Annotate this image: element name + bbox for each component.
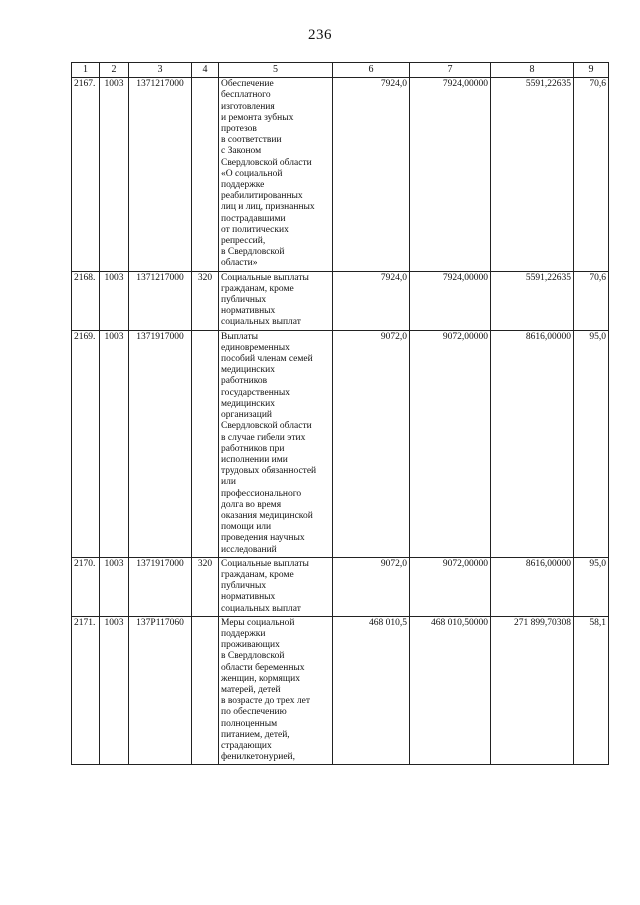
target-code: 1371217000 bbox=[129, 78, 192, 271]
approved-amount: 7924,0 bbox=[333, 271, 410, 330]
column-header: 8 bbox=[491, 63, 574, 78]
item-name: Меры социальной поддержки проживающих в Свердловской области беременных женщин, кормящих матерей, детей в возрасте до трех лет по обеспечению полноценным питанием, детей, страдающих фенилкетонурией, bbox=[219, 616, 333, 765]
row-number: 2167. bbox=[72, 78, 100, 271]
item-name: Социальные выплаты гражданам, кроме публичных нормативных социальных выплат bbox=[219, 271, 333, 330]
execution-percent: 70,6 bbox=[574, 271, 609, 330]
target-code: 1371217000 bbox=[129, 271, 192, 330]
expense-type-code: 320 bbox=[192, 271, 219, 330]
column-header: 7 bbox=[410, 63, 491, 78]
executed-amount: 8616,00000 bbox=[491, 557, 574, 616]
table-row bbox=[72, 616, 609, 765]
refined-amount: 7924,00000 bbox=[410, 78, 491, 271]
section-code: 1003 bbox=[100, 616, 129, 765]
refined-amount: 9072,00000 bbox=[410, 557, 491, 616]
budget-table bbox=[71, 62, 609, 765]
table-row bbox=[72, 330, 609, 557]
section-code: 1003 bbox=[100, 557, 129, 616]
item-name: Выплаты единовременных пособий членам семей медицинских работников государственных медицинских организаций Свердловской области в случае гибели этих работников при исполнении ими трудовых обязанностей или профессионального долга во время оказания медицинской помощи или проведения научных исследований bbox=[219, 330, 333, 557]
column-number-row bbox=[72, 63, 609, 78]
row-number: 2168. bbox=[72, 271, 100, 330]
table-row bbox=[72, 78, 609, 271]
refined-amount: 468 010,50000 bbox=[410, 616, 491, 765]
column-header: 1 bbox=[72, 63, 100, 78]
column-header: 4 bbox=[192, 63, 219, 78]
target-code: 1371917000 bbox=[129, 557, 192, 616]
refined-amount: 9072,00000 bbox=[410, 330, 491, 557]
execution-percent: 95,0 bbox=[574, 557, 609, 616]
section-code: 1003 bbox=[100, 330, 129, 557]
column-header: 9 bbox=[574, 63, 609, 78]
refined-amount: 7924,00000 bbox=[410, 271, 491, 330]
page-number: 236 bbox=[308, 27, 332, 43]
column-header: 3 bbox=[129, 63, 192, 78]
expense-type-code: 320 bbox=[192, 557, 219, 616]
item-name: Обеспечение бесплатного изготовления и ремонта зубных протезов в соответствии с Законом Свердловской области «О социальной поддержке реабилитированных лиц и лиц, признанных пострадавшими от политических репрессий, в Свердловской области» bbox=[219, 78, 333, 271]
target-code: 137P117060 bbox=[129, 616, 192, 765]
row-number: 2170. bbox=[72, 557, 100, 616]
executed-amount: 5591,22635 bbox=[491, 78, 574, 271]
section-code: 1003 bbox=[100, 271, 129, 330]
expense-type-code bbox=[192, 616, 219, 765]
row-number: 2171. bbox=[72, 616, 100, 765]
item-name: Социальные выплаты гражданам, кроме публичных нормативных социальных выплат bbox=[219, 557, 333, 616]
execution-percent: 95,0 bbox=[574, 330, 609, 557]
approved-amount: 9072,0 bbox=[333, 557, 410, 616]
expense-type-code bbox=[192, 78, 219, 271]
executed-amount: 5591,22635 bbox=[491, 271, 574, 330]
execution-percent: 70,6 bbox=[574, 78, 609, 271]
row-number: 2169. bbox=[72, 330, 100, 557]
executed-amount: 271 899,70308 bbox=[491, 616, 574, 765]
approved-amount: 7924,0 bbox=[333, 78, 410, 271]
column-header: 2 bbox=[100, 63, 129, 78]
execution-percent: 58,1 bbox=[574, 616, 609, 765]
executed-amount: 8616,00000 bbox=[491, 330, 574, 557]
target-code: 1371917000 bbox=[129, 330, 192, 557]
expense-type-code bbox=[192, 330, 219, 557]
column-header: 6 bbox=[333, 63, 410, 78]
approved-amount: 468 010,5 bbox=[333, 616, 410, 765]
table-row bbox=[72, 557, 609, 616]
section-code: 1003 bbox=[100, 78, 129, 271]
table-row bbox=[72, 271, 609, 330]
column-header: 5 bbox=[219, 63, 333, 78]
approved-amount: 9072,0 bbox=[333, 330, 410, 557]
